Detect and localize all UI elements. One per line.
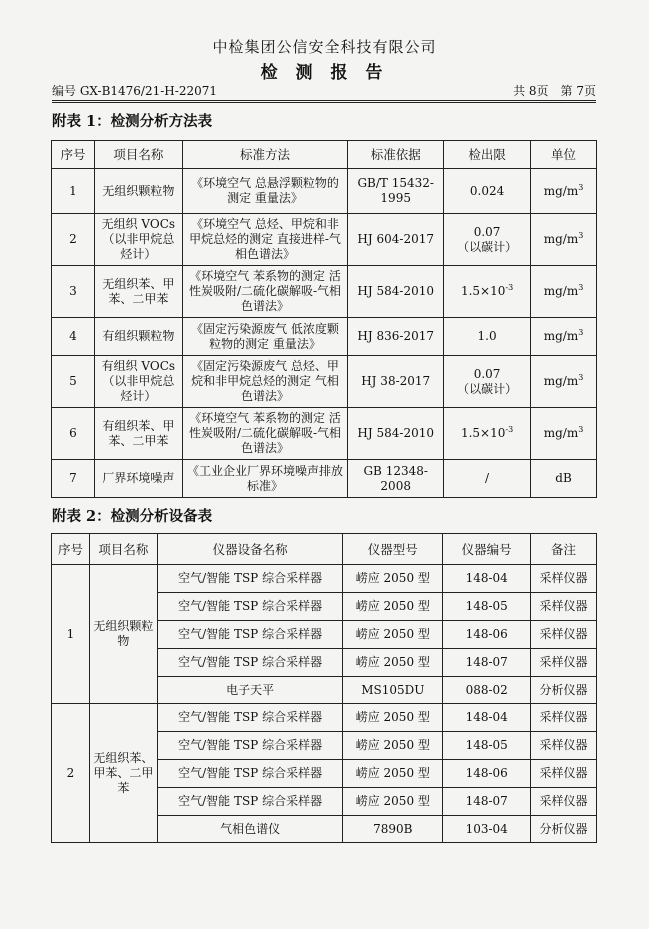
item-name: 无组织 VOCs（以非甲烷总烃计） (94, 214, 182, 266)
unit-value: mg/m (543, 284, 579, 298)
standard-method: 《环境空气 总烃、甲烷和非甲烷总烃的测定 直接进样-气相色谱法》 (182, 214, 348, 266)
instrument-name: 空气/智能 TSP 综合采样器 (157, 788, 343, 816)
table2-title: 附表 2：检测分析设备表 (52, 508, 213, 525)
header-cell: 仪器型号 (343, 534, 443, 565)
detection-limit (444, 408, 531, 460)
unit-exponent: 3 (578, 283, 584, 292)
item-name: 有组织 VOCs（以非甲烷总烃计） (94, 356, 182, 408)
limit-value: 1.5×10 (460, 284, 506, 298)
remark: 采样仪器 (531, 788, 597, 816)
method-table (51, 140, 597, 498)
instrument-code: 148-06 (443, 621, 531, 649)
instrument-model: 7890B (343, 816, 443, 843)
unit-value: mg/m (543, 374, 579, 388)
header-rule (52, 100, 596, 101)
table1-title: 附表 1：检测分析方法表 (52, 113, 213, 130)
detection-limit (444, 318, 531, 356)
row-number: 2 (52, 704, 90, 843)
header-cell: 备注 (531, 534, 597, 565)
instrument-name: 空气/智能 TSP 综合采样器 (157, 760, 343, 788)
limit-value: 1.5×10 (460, 426, 506, 440)
header-cell: 仪器编号 (443, 534, 531, 565)
unit (531, 318, 597, 356)
header-cell: 项目名称 (94, 141, 182, 169)
standard-method: 《环境空气 苯系物的测定 活性炭吸附/二硫化碳解吸-气相色谱法》 (182, 266, 348, 318)
item-name: 有组织颗粒物 (94, 318, 182, 356)
instrument-name: 空气/智能 TSP 综合采样器 (157, 593, 343, 621)
unit-exponent: 3 (578, 373, 584, 382)
page-indicator (501, 82, 596, 99)
item-name: 有组织苯、甲苯、二甲苯 (94, 408, 182, 460)
unit (531, 460, 597, 498)
remark: 采样仪器 (531, 732, 597, 760)
item-name: 无组织颗粒物 (94, 169, 182, 214)
unit (531, 266, 597, 318)
standard-basis: HJ 584-2010 (348, 266, 444, 318)
instrument-name: 空气/智能 TSP 综合采样器 (157, 649, 343, 677)
instrument-model: MS105DU (343, 677, 443, 704)
remark: 采样仪器 (531, 704, 597, 732)
limit-note: （以碳计） (457, 381, 518, 396)
remark: 采样仪器 (531, 649, 597, 677)
instrument-name: 空气/智能 TSP 综合采样器 (157, 704, 343, 732)
instrument-name: 电子天平 (157, 677, 343, 704)
instrument-name: 气相色谱仪 (157, 816, 343, 843)
row-number: 1 (52, 565, 90, 704)
limit-value: / (485, 471, 490, 485)
detection-limit (444, 460, 531, 498)
table-row (52, 266, 597, 318)
header-rule-thick (52, 102, 596, 103)
table-row (52, 214, 597, 266)
instrument-code: 148-07 (443, 788, 531, 816)
limit-exponent: -3 (505, 283, 514, 292)
instrument-code: 148-07 (443, 649, 531, 677)
instrument-model: 崂应 2050 型 (343, 704, 443, 732)
instrument-model: 崂应 2050 型 (343, 565, 443, 593)
unit-value: dB (555, 471, 572, 485)
header-cell: 标准方法 (182, 141, 348, 169)
standard-basis: HJ 584-2010 (348, 408, 444, 460)
table-header-row (52, 534, 597, 565)
row-number: 7 (52, 460, 95, 498)
unit-value: mg/m (543, 232, 579, 246)
header-cell: 项目名称 (89, 534, 157, 565)
unit-value: mg/m (543, 183, 579, 198)
standard-basis: GB 12348-2008 (348, 460, 444, 498)
instrument-model: 崂应 2050 型 (343, 593, 443, 621)
total-pages: 共 8页 (513, 84, 549, 98)
unit (531, 214, 597, 266)
table-row (52, 318, 597, 356)
row-number: 2 (52, 214, 95, 266)
limit-note: （以碳计） (457, 239, 518, 254)
report-meta (52, 82, 596, 99)
table-row (52, 356, 597, 408)
standard-method: 《环境空气 总悬浮颗粒物的测定 重量法》 (182, 169, 348, 214)
company-name: 中检集团公信安全科技有限公司 (212, 38, 437, 56)
remark: 采样仪器 (531, 565, 597, 593)
item-name: 无组织苯、甲苯、二甲苯 (89, 704, 157, 843)
standard-basis: GB/T 15432-1995 (348, 169, 444, 214)
limit-exponent: -3 (505, 425, 514, 434)
instrument-code: 148-04 (443, 704, 531, 732)
instrument-name: 空气/智能 TSP 综合采样器 (157, 565, 343, 593)
standard-basis: HJ 836-2017 (348, 318, 444, 356)
unit (531, 169, 597, 214)
row-number: 1 (52, 169, 95, 214)
instrument-code: 088-02 (443, 677, 531, 704)
table-row (52, 565, 597, 593)
unit-exponent: 3 (578, 231, 584, 240)
instrument-code: 148-06 (443, 760, 531, 788)
standard-method: 《工业企业厂界环境噪声排放标准》 (182, 460, 348, 498)
equipment-table (51, 533, 597, 843)
remark: 采样仪器 (531, 760, 597, 788)
header-cell: 检出限 (444, 141, 531, 169)
unit (531, 356, 597, 408)
header-cell: 仪器设备名称 (157, 534, 343, 565)
header-cell: 标准依据 (348, 141, 444, 169)
instrument-name: 空气/智能 TSP 综合采样器 (157, 732, 343, 760)
detection-limit (444, 356, 531, 408)
item-name: 厂界环境噪声 (94, 460, 182, 498)
limit-value: 1.0 (477, 329, 497, 343)
instrument-name: 空气/智能 TSP 综合采样器 (157, 621, 343, 649)
unit-value: mg/m (543, 329, 579, 343)
standard-method: 《环境空气 苯系物的测定 活性炭吸附/二硫化碳解吸-气相色谱法》 (182, 408, 348, 460)
item-name: 无组织苯、甲苯、二甲苯 (94, 266, 182, 318)
item-name: 无组织颗粒物 (89, 565, 157, 704)
limit-value: 0.07 (473, 224, 501, 239)
instrument-model: 崂应 2050 型 (343, 760, 443, 788)
table-header-row (52, 141, 597, 169)
remark: 采样仪器 (531, 621, 597, 649)
table-row (52, 460, 597, 498)
header-cell: 序号 (52, 534, 90, 565)
instrument-code: 148-05 (443, 732, 531, 760)
standard-basis: HJ 38-2017 (348, 356, 444, 408)
row-number: 6 (52, 408, 95, 460)
detection-limit (444, 169, 531, 214)
instrument-model: 崂应 2050 型 (343, 788, 443, 816)
instrument-code: 103-04 (443, 816, 531, 843)
instrument-model: 崂应 2050 型 (343, 649, 443, 677)
current-page: 第 7页 (560, 84, 596, 98)
unit-value: mg/m (543, 426, 579, 440)
standard-basis: HJ 604-2017 (348, 214, 444, 266)
row-number: 4 (52, 318, 95, 356)
instrument-code: 148-05 (443, 593, 531, 621)
standard-method: 《固定污染源废气 总烃、甲烷和非甲烷总烃的测定 气相色谱法》 (182, 356, 348, 408)
unit-exponent: 3 (578, 425, 584, 434)
remark: 采样仪器 (531, 593, 597, 621)
report-number: 编号 GX-B1476/21-H-22071 (52, 84, 217, 98)
table-row (52, 169, 597, 214)
remark: 分析仪器 (531, 677, 597, 704)
row-number: 3 (52, 266, 95, 318)
unit (531, 408, 597, 460)
limit-value: 0.07 (473, 366, 501, 381)
table-row (52, 408, 597, 460)
instrument-code: 148-04 (443, 565, 531, 593)
detection-limit (444, 214, 531, 266)
limit-value: 0.024 (469, 183, 505, 198)
header-cell: 单位 (531, 141, 597, 169)
table-row (52, 704, 597, 732)
instrument-model: 崂应 2050 型 (343, 621, 443, 649)
report-title: 检 测 报 告 (260, 63, 389, 83)
row-number: 5 (52, 356, 95, 408)
standard-method: 《固定污染源废气 低浓度颗粒物的测定 重量法》 (182, 318, 348, 356)
instrument-model: 崂应 2050 型 (343, 732, 443, 760)
header-cell: 序号 (52, 141, 95, 169)
unit-exponent: 3 (578, 182, 584, 192)
unit-exponent: 3 (578, 328, 584, 337)
detection-limit (444, 266, 531, 318)
remark: 分析仪器 (531, 816, 597, 843)
